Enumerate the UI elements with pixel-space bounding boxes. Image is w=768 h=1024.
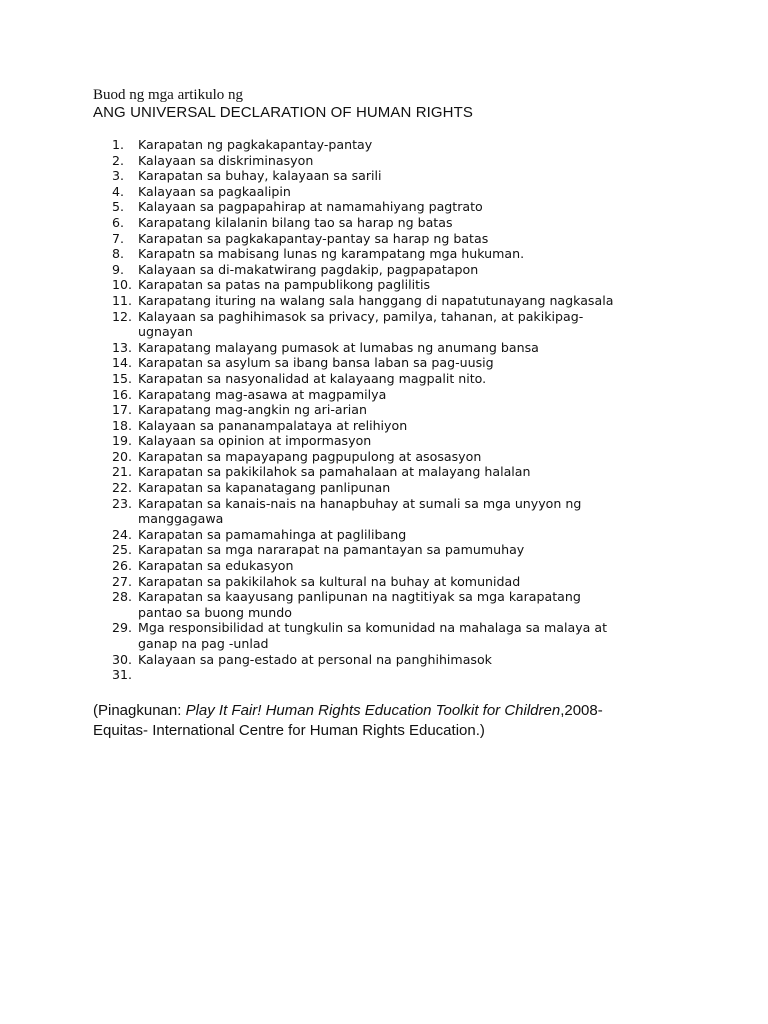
list-item (112, 246, 672, 262)
list-item-text: Karapatan sa pakikilahok sa kultural na buhay at komunidad (138, 573, 521, 589)
list-item-text: Karapatan sa kapanatagang panlipunan (138, 480, 391, 496)
list-item (112, 652, 672, 668)
list-item (112, 215, 672, 231)
list-item-number: 12. (112, 308, 133, 324)
citation-source-title: Play It Fair! Human Rights Education Toolkit for Children (185, 702, 561, 719)
list-item-number: 14. (112, 355, 133, 371)
list-item-text: Kalayaan sa pang-estado at personal na panghihimasok (138, 651, 492, 667)
list-item-number: 6. (112, 214, 125, 230)
list-item-text: Mga responsibilidad at tungkulin sa komunidad na mahalaga sa malaya at ganap na pag -unlad (138, 620, 608, 651)
list-item (112, 542, 672, 558)
list-item (112, 433, 672, 449)
list-item-number: 5. (112, 199, 125, 215)
list-item (112, 262, 672, 278)
list-item (112, 137, 672, 153)
list-item (112, 184, 672, 200)
list-item-number: 8. (112, 246, 125, 262)
list-item-number: 29. (112, 620, 133, 636)
list-item (112, 449, 672, 465)
citation-line2: Equitas- International Centre for Human Rights Education.) (93, 722, 485, 739)
list-item (112, 293, 672, 309)
list-item (112, 620, 672, 651)
list-item-number: 15. (112, 370, 133, 386)
list-item (112, 480, 672, 496)
list-item (112, 277, 672, 293)
list-item-text: Kalayaan sa diskriminasyon (138, 152, 314, 168)
list-item-number: 30. (112, 651, 133, 667)
document-subtitle: Buod ng mga artikulo ng (93, 87, 243, 103)
list-item (112, 496, 672, 527)
list-item (112, 418, 672, 434)
list-item-text: Karapatan ng pagkakapantay-pantay (138, 137, 373, 152)
list-item-text: Kalayaan sa pananampalataya at relihiyon (138, 417, 408, 433)
list-item-number: 24. (112, 526, 133, 542)
list-item (112, 667, 672, 683)
list-item-text: Karapatan sa patas na pampublikong paglilitis (138, 277, 431, 293)
list-item-number: 4. (112, 183, 125, 199)
list-item-text: Karapatan sa kaayusang panlipunan na nagtitiyak sa mga karapatang pantao sa buong mundo (138, 589, 581, 620)
list-item-text: Kalayaan sa paghihimasok sa privacy, pamilya, tahanan, at pakikipag- ugnayan (138, 308, 584, 340)
list-item (112, 589, 672, 620)
document-heading (93, 86, 713, 122)
list-item-text: Karapatan sa mga nararapat na pamantayan sa pamumuhay (138, 542, 525, 558)
document-title: ANG UNIVERSAL DECLARATION OF HUMAN RIGHTS (93, 104, 473, 121)
list-item (112, 574, 672, 590)
list-item-number: 10. (112, 277, 133, 293)
list-item-number: 16. (112, 386, 133, 402)
list-item-text: Karapatan sa pagkakapantay-pantay sa harap ng batas (138, 230, 489, 246)
rights-list (112, 137, 672, 683)
list-item-text: Karapatan sa mapayapang pagpupulong at asosasyon (138, 448, 482, 464)
citation (93, 701, 693, 741)
list-item-text: Karapatang kilalanin bilang tao sa harap ng batas (138, 214, 453, 230)
list-item-number: 28. (112, 589, 133, 605)
list-item (112, 168, 672, 184)
list-item-text: Kalayaan sa pagpapahirap at namamahiyang pagtrato (138, 199, 483, 215)
citation-suffix: ,2008- (560, 702, 603, 719)
list-item-text: Karapatn sa mabisang lunas ng karampatang mga hukuman. (138, 246, 525, 262)
list-item-text: Karapatan sa nasyonalidad at kalayaang magpalit nito. (138, 370, 487, 386)
list-item (112, 402, 672, 418)
list-item-number: 21. (112, 464, 133, 480)
list-item-text: Karapatang mag-angkin ng ari-arian (138, 402, 367, 418)
list-item-number: 7. (112, 230, 125, 246)
list-item-text: Kalayaan sa di-makatwirang pagdakip, pagpapatapon (138, 261, 479, 277)
list-item-text: Karapatan sa edukasyon (138, 558, 294, 574)
list-item-text: Karapatan sa kanais-nais na hanapbuhay at sumali sa mga unyyon ng manggagawa (138, 495, 582, 527)
list-item-number: 31. (112, 667, 133, 683)
list-item (112, 309, 672, 340)
list-item (112, 558, 672, 574)
citation-prefix: (Pinagkunan: (93, 702, 186, 719)
list-item-number: 18. (112, 417, 133, 433)
list-item-number: 2. (112, 152, 125, 168)
list-item-number: 3. (112, 168, 125, 184)
list-item (112, 153, 672, 169)
list-item-number: 1. (112, 137, 125, 152)
list-item-number: 20. (112, 448, 133, 464)
list-item-text: Karapatang mag-asawa at magpamilya (138, 386, 387, 402)
list-item (112, 387, 672, 403)
list-item-number: 19. (112, 433, 133, 449)
list-item (112, 199, 672, 215)
list-item-number: 13. (112, 339, 133, 355)
list-item-text: Karapatan sa pakikilahok sa pamahalaan at malayang halalan (138, 464, 531, 480)
list-item-text: Karapatang malayang pumasok at lumabas ng anumang bansa (138, 339, 539, 355)
list-item-number: 23. (112, 495, 133, 511)
list-item-text: Karapatang ituring na walang sala hanggang di napatutunayang nagkasala (138, 292, 614, 308)
list-item (112, 371, 672, 387)
list-item-text: Kalayaan sa pagkaalipin (138, 183, 291, 199)
list-item (112, 355, 672, 371)
list-item (112, 464, 672, 480)
list-item-text: Karapatan sa buhay, kalayaan sa sarili (138, 168, 382, 184)
list-item-text: Karapatan sa asylum sa ibang bansa laban sa pag-uusig (138, 355, 494, 371)
list-item-number: 11. (112, 292, 133, 308)
list-item-number: 17. (112, 402, 133, 418)
list-item-number: 9. (112, 261, 125, 277)
list-item-number: 22. (112, 480, 133, 496)
list-item (112, 231, 672, 247)
list-item-text: Kalayaan sa opinion at impormasyon (138, 433, 372, 449)
list-item-text: Karapatan sa pamamahinga at paglilibang (138, 526, 407, 542)
list-item-number: 26. (112, 558, 133, 574)
list-item (112, 527, 672, 543)
list-item-number: 25. (112, 542, 133, 558)
list-item (112, 340, 672, 356)
list-item-number: 27. (112, 573, 133, 589)
